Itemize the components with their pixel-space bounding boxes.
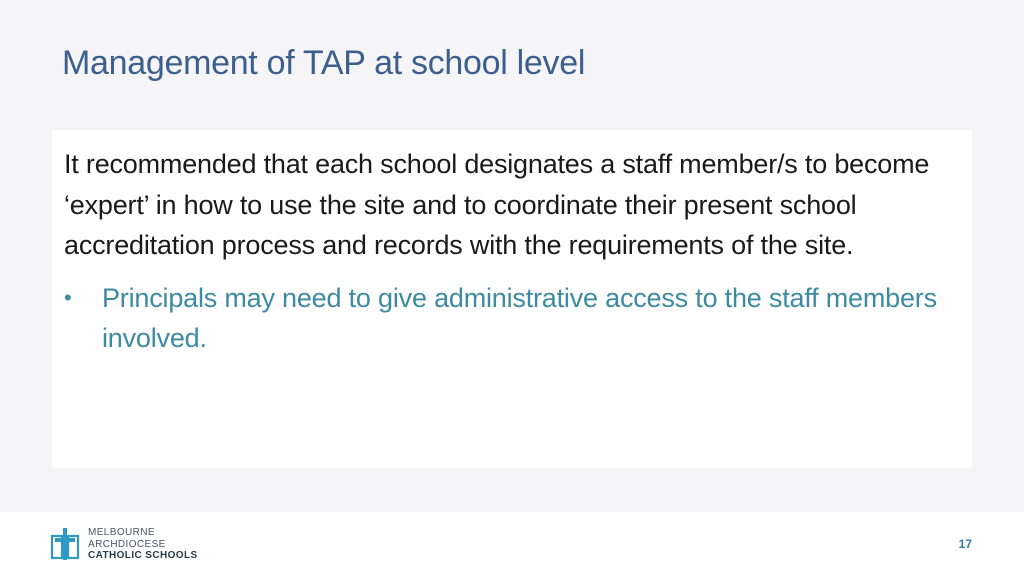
bullet-text: Principals may need to give administrative access to the staff members involved. [102, 282, 937, 353]
logo-wordmark [88, 527, 198, 562]
page-number: 17 [958, 537, 972, 551]
bullet-list-item [64, 278, 958, 358]
logo-line-melbourne: MELBOURNE [88, 527, 155, 538]
organization-logo [50, 527, 198, 562]
slide-title: Management of TAP at school level [62, 44, 586, 82]
cross-shield-logo-icon [50, 527, 80, 561]
bullet-dot-icon: • [64, 284, 72, 310]
content-box [52, 130, 972, 468]
logo-line-catholic-schools: CATHOLIC SCHOOLS [88, 550, 198, 561]
footer-bar [0, 512, 1024, 576]
body-paragraph: It recommended that each school designates a staff member/s to become ‘expert’ in how to use the site and to coordinate their present school accreditation process and records with the requirements of the site. [64, 149, 930, 260]
logo-line-archdiocese: ARCHDIOCESE [88, 538, 166, 550]
